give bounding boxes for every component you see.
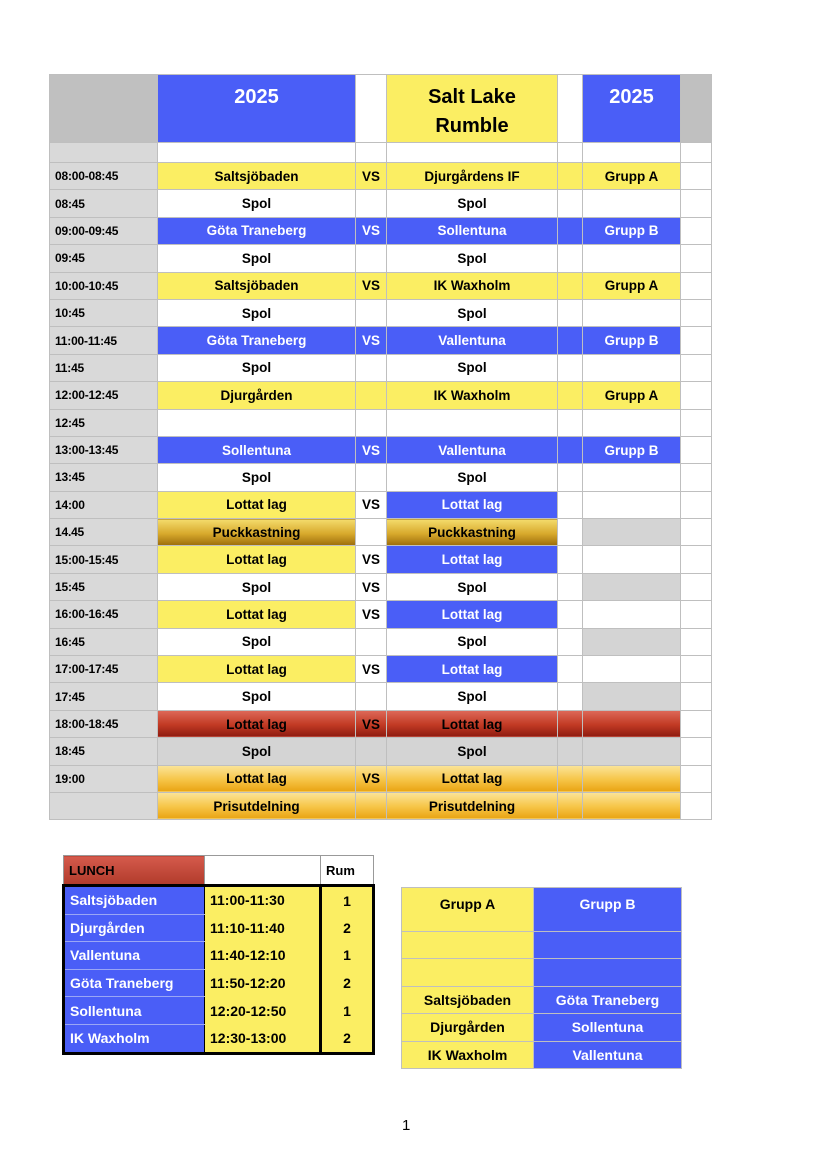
home-team-cell: Spol — [158, 628, 356, 655]
spacer-cell — [356, 143, 387, 163]
vs-cell: VS — [356, 436, 387, 463]
header-gap — [356, 75, 387, 143]
gap-cell — [558, 683, 583, 710]
home-team-cell: Lottat lag — [158, 710, 356, 737]
trailing-cell — [681, 765, 712, 792]
time-cell: 14.45 — [50, 519, 158, 546]
group-cell — [583, 628, 681, 655]
lunch-team: Saltsjöbaden — [64, 886, 205, 915]
away-team-cell: Lottat lag — [387, 656, 558, 683]
time-cell — [50, 792, 158, 819]
schedule-row — [50, 245, 712, 272]
schedule-table — [49, 74, 712, 820]
trailing-cell — [681, 792, 712, 819]
home-team-cell: Lottat lag — [158, 656, 356, 683]
home-team-cell: Spol — [158, 299, 356, 326]
group-cell — [583, 354, 681, 381]
vs-cell — [356, 519, 387, 546]
vs-cell — [356, 792, 387, 819]
trailing-cell — [681, 299, 712, 326]
vs-cell — [356, 464, 387, 491]
home-team-cell: Lottat lag — [158, 546, 356, 573]
home-team-cell: Göta Traneberg — [158, 327, 356, 354]
group-cell: Grupp A — [583, 382, 681, 409]
away-team-cell: Lottat lag — [387, 601, 558, 628]
time-cell: 17:45 — [50, 683, 158, 710]
groups-table — [401, 887, 682, 1069]
grupp-a-team: IK Waxholm — [402, 1041, 534, 1068]
away-team-cell: Prisutdelning — [387, 792, 558, 819]
trailing-cell — [681, 738, 712, 765]
time-cell: 13:00-13:45 — [50, 436, 158, 463]
time-cell: 09:45 — [50, 245, 158, 272]
home-team-cell: Saltsjöbaden — [158, 272, 356, 299]
lunch-room: 2 — [321, 1024, 374, 1053]
event-title-line2: Rumble — [435, 115, 509, 137]
gap-cell — [558, 710, 583, 737]
gap-cell — [558, 519, 583, 546]
home-team-cell: Spol — [158, 354, 356, 381]
time-cell: 16:45 — [50, 628, 158, 655]
away-team-cell — [387, 409, 558, 436]
vs-cell: VS — [356, 546, 387, 573]
group-cell — [583, 190, 681, 217]
group-cell: Grupp A — [583, 272, 681, 299]
group-cell — [583, 710, 681, 737]
vs-cell — [356, 628, 387, 655]
trailing-cell — [681, 546, 712, 573]
trailing-cell — [681, 245, 712, 272]
gap-cell — [558, 738, 583, 765]
trailing-cell — [681, 519, 712, 546]
gap-cell — [558, 546, 583, 573]
home-team-cell: Spol — [158, 573, 356, 600]
home-team-cell: Spol — [158, 738, 356, 765]
trailing-cell — [681, 656, 712, 683]
trailing-cell — [681, 163, 712, 190]
schedule-row — [50, 382, 712, 409]
header-row — [50, 75, 712, 143]
schedule-row — [50, 738, 712, 765]
trailing-cell — [681, 464, 712, 491]
lunch-room: 1 — [321, 997, 374, 1025]
schedule-row — [50, 491, 712, 518]
lunch-team: IK Waxholm — [64, 1024, 205, 1053]
trailing-cell — [681, 217, 712, 244]
lunch-team: Djurgården — [64, 914, 205, 942]
schedule-row — [50, 546, 712, 573]
gap-cell — [558, 601, 583, 628]
trailing-cell — [681, 327, 712, 354]
trailing-cell — [681, 436, 712, 463]
grupp-b-team: Vallentuna — [534, 1041, 682, 1068]
time-cell: 19:00 — [50, 765, 158, 792]
groups-row — [402, 986, 682, 1013]
lunch-team: Sollentuna — [64, 997, 205, 1025]
grupp-a-team: Djurgården — [402, 1014, 534, 1041]
header-corner — [50, 75, 158, 143]
header-gap — [558, 75, 583, 143]
group-cell — [583, 519, 681, 546]
group-cell — [583, 491, 681, 518]
group-cell: Grupp B — [583, 217, 681, 244]
gap-cell — [558, 491, 583, 518]
time-cell: 14:00 — [50, 491, 158, 518]
lunch-time: 11:10-11:40 — [205, 914, 321, 942]
group-cell — [583, 656, 681, 683]
away-team-cell: Puckkastning — [387, 519, 558, 546]
away-team-cell: Lottat lag — [387, 491, 558, 518]
away-team-cell: Vallentuna — [387, 327, 558, 354]
spacer-cell — [583, 143, 681, 163]
vs-cell: VS — [356, 656, 387, 683]
vs-cell: VS — [356, 217, 387, 244]
time-cell: 15:45 — [50, 573, 158, 600]
gap-cell — [558, 190, 583, 217]
gap-cell — [558, 573, 583, 600]
time-cell: 12:00-12:45 — [50, 382, 158, 409]
schedule-row — [50, 519, 712, 546]
vs-cell: VS — [356, 573, 387, 600]
vs-cell — [356, 409, 387, 436]
schedule-row — [50, 628, 712, 655]
lunch-row — [64, 997, 374, 1025]
time-cell: 17:00-17:45 — [50, 656, 158, 683]
home-team-cell: Puckkastning — [158, 519, 356, 546]
lunch-row — [64, 886, 374, 915]
home-team-cell: Göta Traneberg — [158, 217, 356, 244]
away-team-cell: Spol — [387, 354, 558, 381]
groups-header-row — [402, 888, 682, 932]
trailing-cell — [681, 354, 712, 381]
spacer-cell — [50, 143, 158, 163]
vs-cell — [356, 190, 387, 217]
lunch-table — [62, 855, 375, 1055]
group-cell — [583, 573, 681, 600]
lunch-room: 1 — [321, 886, 374, 915]
away-team-cell: IK Waxholm — [387, 382, 558, 409]
group-cell — [583, 792, 681, 819]
lunch-team: Göta Traneberg — [64, 969, 205, 997]
time-cell: 12:45 — [50, 409, 158, 436]
lunch-row — [64, 969, 374, 997]
groups-empty-cell — [402, 932, 534, 959]
lunch-time: 11:00-11:30 — [205, 886, 321, 915]
gap-cell — [558, 656, 583, 683]
grupp-b-team: Sollentuna — [534, 1014, 682, 1041]
vs-cell: VS — [356, 272, 387, 299]
lunch-room: 1 — [321, 942, 374, 970]
away-team-cell: Spol — [387, 683, 558, 710]
schedule-row — [50, 409, 712, 436]
group-cell: Grupp B — [583, 436, 681, 463]
spacer-cell — [681, 143, 712, 163]
trailing-cell — [681, 272, 712, 299]
gap-cell — [558, 299, 583, 326]
vs-cell — [356, 354, 387, 381]
trailing-cell — [681, 710, 712, 737]
lunch-room: 2 — [321, 914, 374, 942]
gap-cell — [558, 436, 583, 463]
schedule-row — [50, 163, 712, 190]
vs-cell — [356, 245, 387, 272]
trailing-cell — [681, 573, 712, 600]
lunch-label: LUNCH — [64, 856, 205, 886]
lunch-team: Vallentuna — [64, 942, 205, 970]
gap-cell — [558, 217, 583, 244]
gap-cell — [558, 792, 583, 819]
vs-cell — [356, 683, 387, 710]
home-team-cell: Prisutdelning — [158, 792, 356, 819]
away-team-cell: Spol — [387, 628, 558, 655]
vs-cell — [356, 299, 387, 326]
lunch-room: 2 — [321, 969, 374, 997]
groups-empty-cell — [402, 959, 534, 986]
schedule-row — [50, 656, 712, 683]
schedule-row — [50, 464, 712, 491]
time-cell: 09:00-09:45 — [50, 217, 158, 244]
schedule-row — [50, 327, 712, 354]
gap-cell — [558, 327, 583, 354]
away-team-cell: Spol — [387, 464, 558, 491]
trailing-cell — [681, 491, 712, 518]
vs-cell: VS — [356, 601, 387, 628]
vs-cell: VS — [356, 327, 387, 354]
time-cell: 18:00-18:45 — [50, 710, 158, 737]
vs-cell: VS — [356, 710, 387, 737]
spacer-row — [50, 143, 712, 163]
group-cell: Grupp B — [583, 327, 681, 354]
lunch-row — [64, 914, 374, 942]
gap-cell — [558, 765, 583, 792]
time-cell: 13:45 — [50, 464, 158, 491]
away-team-cell: IK Waxholm — [387, 272, 558, 299]
header-left-year: 2025 — [158, 75, 356, 143]
schedule-row — [50, 765, 712, 792]
home-team-cell: Spol — [158, 245, 356, 272]
groups-row — [402, 1014, 682, 1041]
home-team-cell: Spol — [158, 464, 356, 491]
grupp-b-header: Grupp B — [534, 888, 682, 932]
home-team-cell: Lottat lag — [158, 601, 356, 628]
gap-cell — [558, 245, 583, 272]
trailing-cell — [681, 683, 712, 710]
away-team-cell: Vallentuna — [387, 436, 558, 463]
lunch-header-row — [64, 856, 374, 886]
home-team-cell: Lottat lag — [158, 765, 356, 792]
schedule-row — [50, 190, 712, 217]
schedule-row — [50, 710, 712, 737]
grupp-a-header: Grupp A — [402, 888, 534, 932]
schedule-row — [50, 217, 712, 244]
schedule-row — [50, 683, 712, 710]
vs-cell: VS — [356, 163, 387, 190]
time-cell: 08:45 — [50, 190, 158, 217]
spacer-cell — [158, 143, 356, 163]
schedule-row — [50, 436, 712, 463]
gap-cell — [558, 628, 583, 655]
home-team-cell: Sollentuna — [158, 436, 356, 463]
home-team-cell: Lottat lag — [158, 491, 356, 518]
lunch-time: 11:50-12:20 — [205, 969, 321, 997]
away-team-cell: Sollentuna — [387, 217, 558, 244]
page-number: 1 — [402, 1117, 411, 1134]
group-cell — [583, 464, 681, 491]
lunch-time: 12:20-12:50 — [205, 997, 321, 1025]
home-team-cell: Saltsjöbaden — [158, 163, 356, 190]
header-right-year: 2025 — [583, 75, 681, 143]
schedule-row — [50, 601, 712, 628]
away-team-cell: Spol — [387, 190, 558, 217]
spacer-cell — [558, 143, 583, 163]
rum-header: Rum — [321, 856, 374, 886]
away-team-cell: Spol — [387, 245, 558, 272]
group-cell — [583, 546, 681, 573]
vs-cell: VS — [356, 765, 387, 792]
time-cell: 18:45 — [50, 738, 158, 765]
lunch-row — [64, 942, 374, 970]
group-cell — [583, 765, 681, 792]
home-team-cell: Spol — [158, 190, 356, 217]
trailing-cell — [681, 382, 712, 409]
groups-empty-row — [402, 932, 682, 959]
header-corner — [681, 75, 712, 143]
trailing-cell — [681, 628, 712, 655]
away-team-cell: Djurgårdens IF — [387, 163, 558, 190]
lunch-time: 11:40-12:10 — [205, 942, 321, 970]
schedule-row — [50, 272, 712, 299]
gap-cell — [558, 163, 583, 190]
away-team-cell: Lottat lag — [387, 765, 558, 792]
time-cell: 08:00-08:45 — [50, 163, 158, 190]
groups-empty-cell — [534, 959, 682, 986]
schedule-row — [50, 299, 712, 326]
lunch-row — [64, 1024, 374, 1053]
event-title — [387, 75, 558, 143]
time-cell: 10:45 — [50, 299, 158, 326]
spacer-cell — [387, 143, 558, 163]
groups-row — [402, 1041, 682, 1068]
gap-cell — [558, 382, 583, 409]
time-cell: 11:45 — [50, 354, 158, 381]
gap-cell — [558, 272, 583, 299]
vs-cell: VS — [356, 491, 387, 518]
away-team-cell: Spol — [387, 738, 558, 765]
schedule-row — [50, 792, 712, 819]
lunch-header-empty — [205, 856, 321, 886]
event-title-line1: Salt Lake — [428, 86, 516, 108]
group-cell — [583, 601, 681, 628]
trailing-cell — [681, 190, 712, 217]
time-cell: 16:00-16:45 — [50, 601, 158, 628]
group-cell — [583, 738, 681, 765]
group-cell — [583, 245, 681, 272]
away-team-cell: Lottat lag — [387, 546, 558, 573]
lunch-time: 12:30-13:00 — [205, 1024, 321, 1053]
group-cell — [583, 409, 681, 436]
vs-cell — [356, 738, 387, 765]
schedule-row — [50, 354, 712, 381]
grupp-a-team: Saltsjöbaden — [402, 986, 534, 1013]
away-team-cell: Lottat lag — [387, 710, 558, 737]
group-cell — [583, 299, 681, 326]
vs-cell — [356, 382, 387, 409]
groups-empty-cell — [534, 932, 682, 959]
trailing-cell — [681, 409, 712, 436]
home-team-cell: Djurgården — [158, 382, 356, 409]
time-cell: 11:00-11:45 — [50, 327, 158, 354]
group-cell — [583, 683, 681, 710]
time-cell: 10:00-10:45 — [50, 272, 158, 299]
trailing-cell — [681, 601, 712, 628]
home-team-cell — [158, 409, 356, 436]
groups-empty-row — [402, 959, 682, 986]
gap-cell — [558, 409, 583, 436]
away-team-cell: Spol — [387, 299, 558, 326]
schedule-body — [50, 163, 712, 820]
gap-cell — [558, 354, 583, 381]
time-cell: 15:00-15:45 — [50, 546, 158, 573]
grupp-b-team: Göta Traneberg — [534, 986, 682, 1013]
schedule-row — [50, 573, 712, 600]
away-team-cell: Spol — [387, 573, 558, 600]
home-team-cell: Spol — [158, 683, 356, 710]
gap-cell — [558, 464, 583, 491]
group-cell: Grupp A — [583, 163, 681, 190]
